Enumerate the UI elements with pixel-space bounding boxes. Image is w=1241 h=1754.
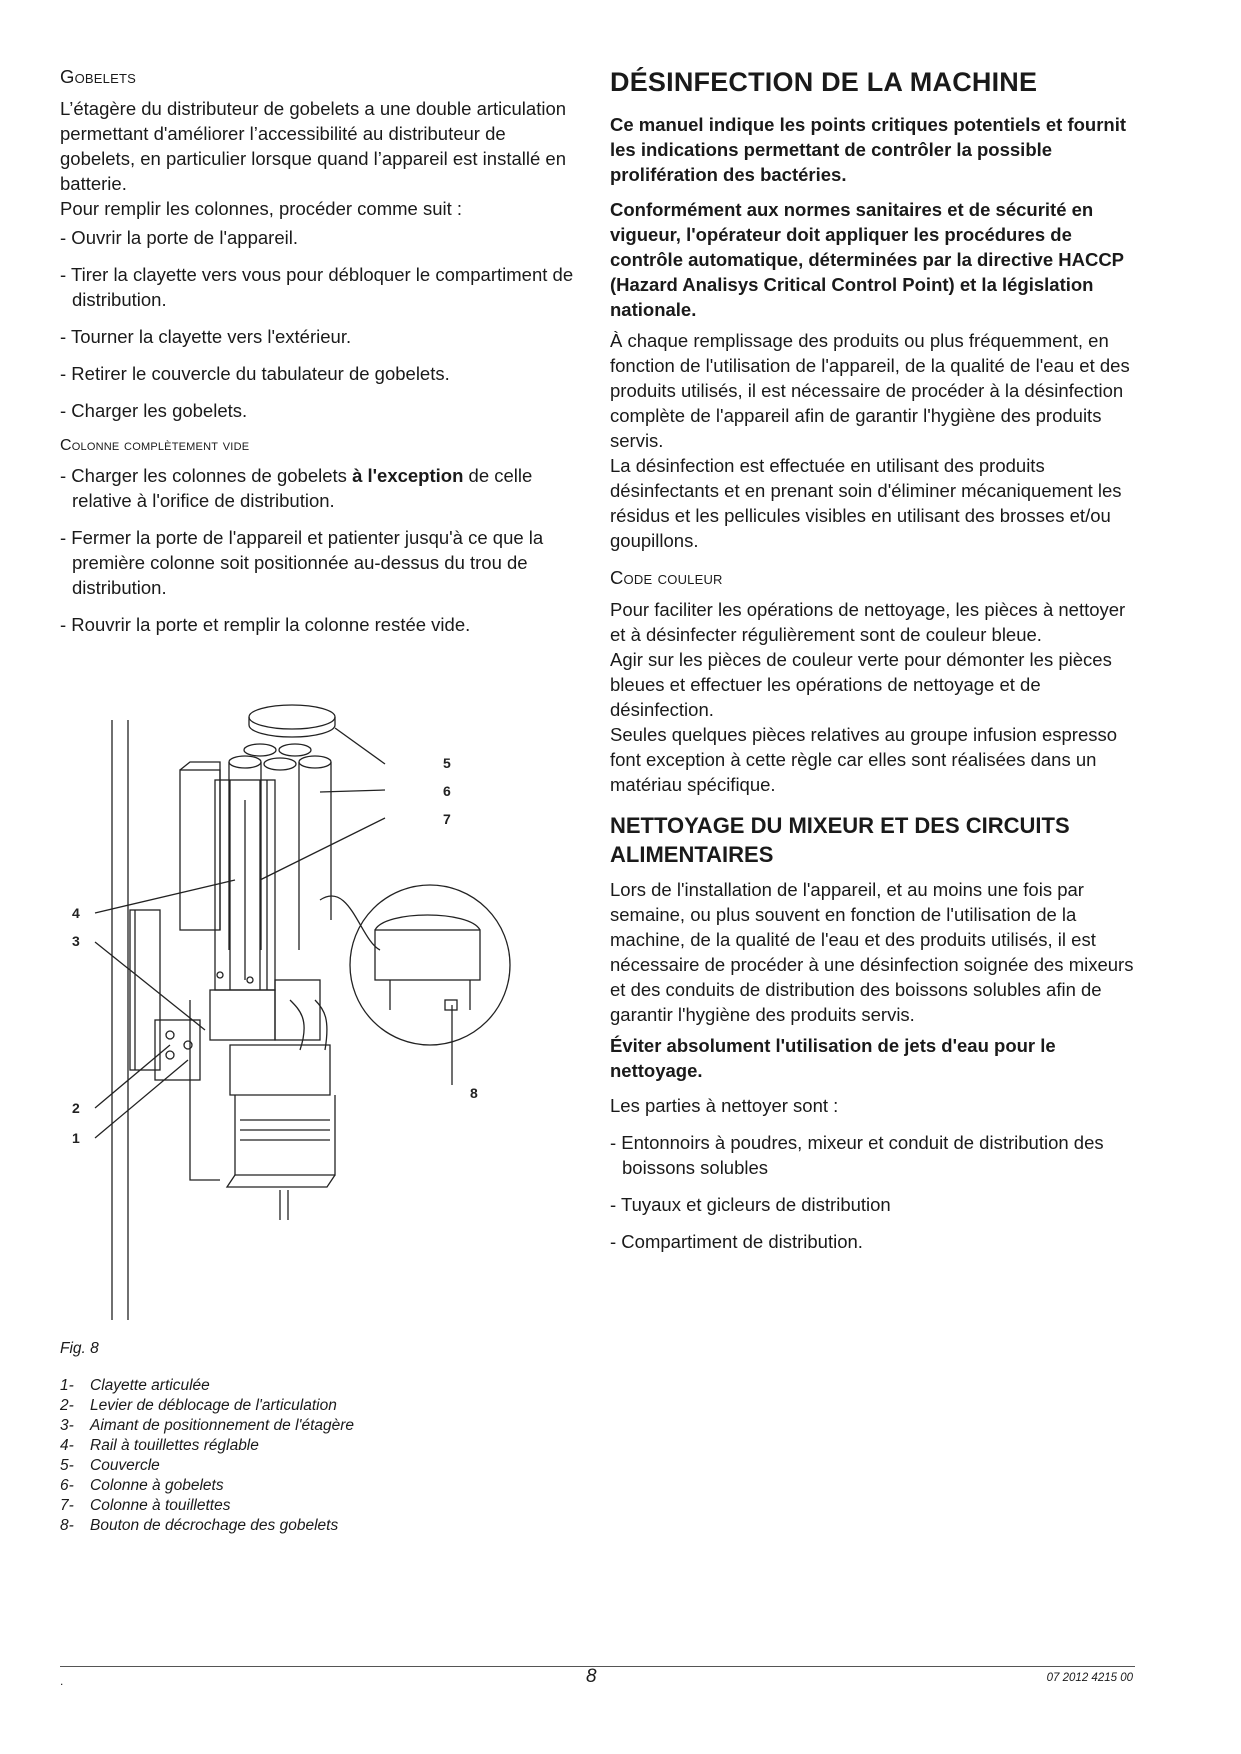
step2-1-a: - Charger les colonnes de gobelets [60, 465, 353, 486]
step-3: - Tourner la clayette vers l'extérieur. [60, 326, 352, 347]
legend-item: 6- Colonne à gobelets [60, 1477, 224, 1494]
paragraph-6: Lors de l'installation de l'appareil, et au moins une fois par semaine, ou plus souvent en fonction de l'utilisation de la machine, de la qualité de l'eau et des produits utilisés, il est nécessaire de procéder à une désinfection soignée des mixeurs et des conduits de distribution des boissons solubles afin de garantir l'hygiène des produits servis. [610, 879, 1134, 1025]
legend-item: 4- Rail à touillettes réglable [60, 1437, 259, 1454]
page-number: 8 [586, 1666, 597, 1687]
callout-5: 5 [443, 755, 451, 771]
callout-4: 4 [72, 905, 80, 921]
step2-1-bold: à l'exception [352, 465, 464, 486]
callout-7: 7 [443, 811, 451, 827]
figure-caption: Fig. 8 [60, 1340, 99, 1357]
paragraph-7: Les parties à nettoyer sont : [610, 1095, 839, 1116]
callout-1: 1 [72, 1130, 80, 1146]
figure-legend [60, 1376, 354, 1536]
step-1: - Ouvrir la porte de l'appareil. [60, 227, 298, 248]
step-4: - Retirer le couvercle du tabulateur de gobelets. [60, 363, 450, 384]
paragraph-4: Agir sur les pièces de couleur verte pour démonter les pièces bleues et effectuer les opérations de nettoyage et de désinfection. [610, 649, 1112, 720]
left-column [60, 66, 580, 637]
list-item-2: - Tuyaux et gicleurs de distribution [610, 1194, 891, 1215]
paragraph-2: La désinfection est effectuée en utilisant des produits désinfectants et en prenant soin d'éliminer mécaniquement les résidus et les pellicules visibles en utilisant des brosses et/ou goupillons. [610, 455, 1122, 551]
step2-3: - Rouvrir la porte et remplir la colonne restée vide. [60, 614, 471, 635]
heading-colonne-vide: Colonne complètement vide [60, 437, 250, 454]
heading-gobelets: Gobelets [60, 66, 136, 87]
legend-item: 8- Bouton de décrochage des gobelets [60, 1517, 339, 1534]
procedure-intro: Pour remplir les colonnes, procéder comme suit : [60, 198, 463, 219]
callout-3: 3 [72, 933, 80, 949]
section-title-nettoyage: NETTOYAGE DU MIXEUR ET DES CIRCUITS ALIMENTAIRES [610, 813, 1070, 867]
intro-paragraph: L’étagère du distributeur de gobelets a une double articulation permettant d'améliorer l’accessibilité au distributeur de gobelets, en particulier lorsque quand l’appareil est installé en batterie. [60, 98, 567, 194]
step2-2: - Fermer la porte de l'appareil et patienter jusqu'à ce que la première colonne soit positionnée au-dessus du trou de distribution. [60, 527, 544, 598]
callout-2: 2 [72, 1100, 80, 1116]
cup-dispenser-figure [60, 700, 580, 1320]
step-2: - Tirer la clayette vers vous pour débloquer le compartiment de distribution. [60, 264, 574, 310]
bold-paragraph-2: Conformément aux normes sanitaires et de sécurité en vigueur, l'opérateur doit appliquer les procédures de contrôle automatique, déterminées par la directive HACCP (Hazard Analisys Critical Control Point) et la législation nationale. [610, 199, 1124, 320]
step-5: - Charger les gobelets. [60, 400, 248, 421]
legend-item: 7- Colonne à touillettes [60, 1497, 231, 1514]
legend-item: 1- Clayette articulée [60, 1377, 210, 1394]
legend-item: 3- Aimant de positionnement de l'étagère [60, 1417, 355, 1434]
bold-paragraph-3: Éviter absolument l'utilisation de jets d'eau pour le nettoyage. [610, 1035, 1056, 1081]
section-title-desinfection: DÉSINFECTION DE LA MACHINE [610, 67, 1038, 97]
callout-8: 8 [470, 1085, 478, 1101]
callout-6: 6 [443, 783, 451, 799]
list-item-1: - Entonnoirs à poudres, mixeur et conduit de distribution des boissons solubles [610, 1132, 1104, 1178]
document-code: 07 2012 4215 00 [1046, 1672, 1133, 1684]
footer-rule [60, 1666, 1135, 1667]
legend-item: 2- Levier de déblocage de l'articulation [60, 1397, 337, 1414]
right-column [610, 66, 1140, 1254]
paragraph-3: Pour faciliter les opérations de nettoyage, les pièces à nettoyer et à désinfecter régulièrement sont de couleur bleue. [610, 599, 1126, 645]
footer-dot: . [60, 1674, 64, 1688]
bold-paragraph-1: Ce manuel indique les points critiques potentiels et fournit les indications permettant de contrôler la possible prolifération des bactéries. [610, 114, 1127, 185]
legend-item: 5- Couvercle [60, 1457, 160, 1474]
step2-1 [60, 463, 580, 513]
step2-1-c: de celle relative à l'orifice de distribution. [72, 465, 533, 511]
list-item-3: - Compartiment de distribution. [610, 1231, 863, 1252]
heading-code-couleur: Code couleur [610, 567, 723, 588]
paragraph-1: À chaque remplissage des produits ou plus fréquemment, en fonction de l'utilisation de l'appareil, de la qualité de l'eau et des produits utilisés, il est nécessaire de procéder à la désinfection complète de l'appareil afin de garantir l'hygiène des produits servis. [610, 330, 1130, 451]
paragraph-5: Seules quelques pièces relatives au groupe infusion espresso font exception à cette règle car elles sont réalisées dans un matériau spécifique. [610, 724, 1118, 795]
